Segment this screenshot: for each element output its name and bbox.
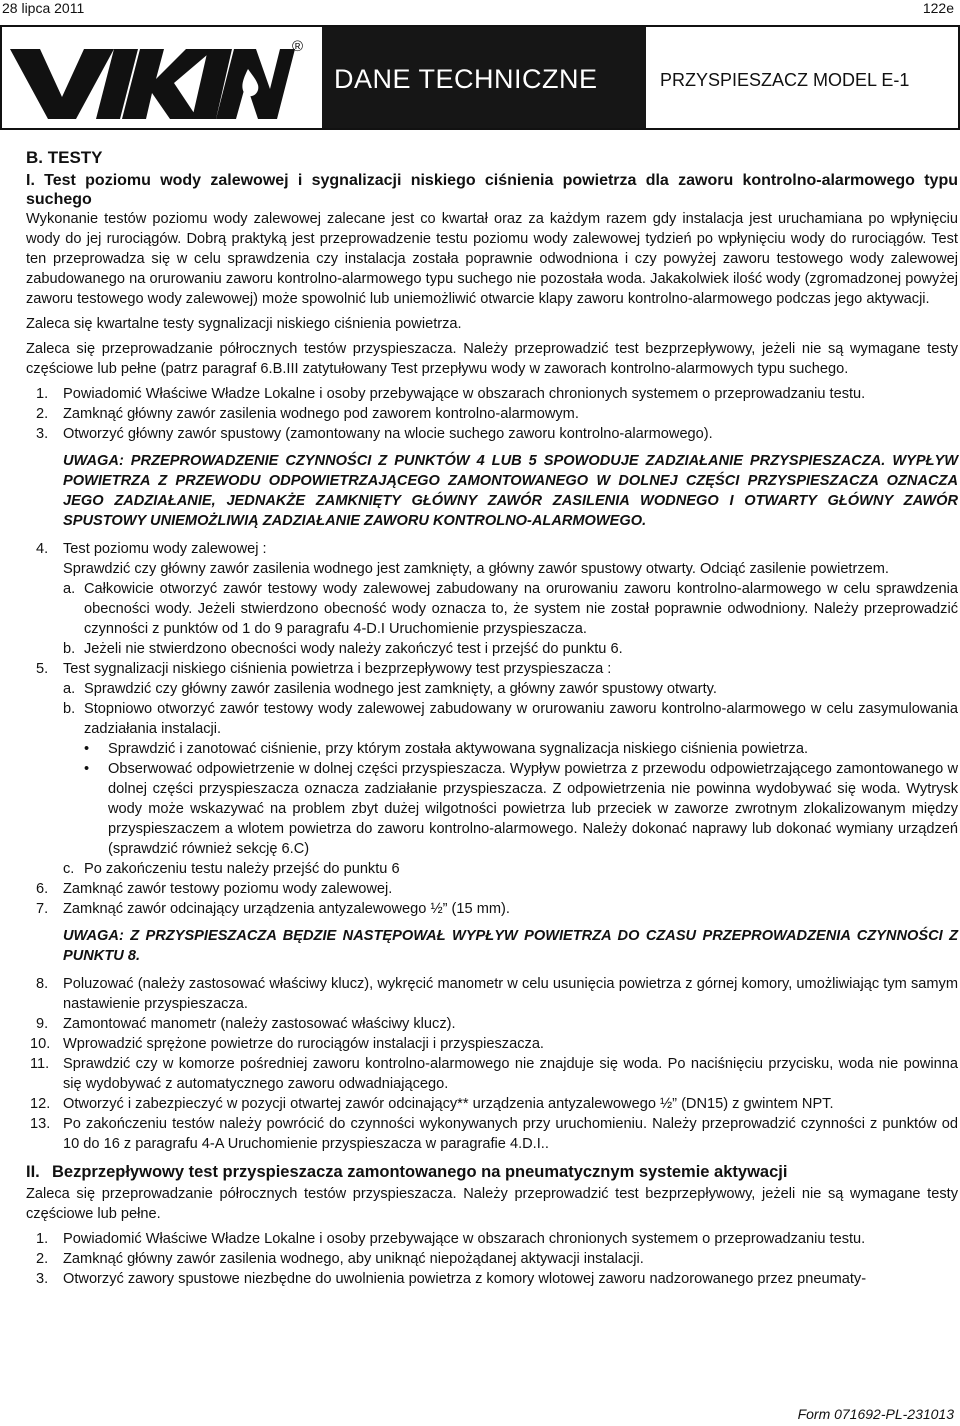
model-title: PRZYSPIESZACZ MODEL E-1: [660, 70, 910, 90]
title-band: [322, 27, 646, 128]
warning-note: UWAGA: Z PRZYSPIESZACZA BĘDZIE NASTĘPOWAŁ WYPŁYW POWIETRZA DO CZASU PRZEPROWADZENIA CZYNNOŚCI Z PUNKTU 8.: [63, 928, 958, 964]
sub-item-text: Całkowicie otworzyć zawór testowy wody zalewowej zabudowany na orurowaniu zaworu kontrolno-alarmowego w celu sprawdzenia obecności wody. Jeżeli stwierdzono obecność wody oznacza to, że system nie został poprawnie odwodniony. Należy przeprowadzić czynności z punktów od 1 do 9 paragrafu 4-D.I Uruchomienie przyspieszacza.: [84, 581, 958, 637]
bullet-text: Sprawdzić i zanotować ciśnienie, przy którym została aktywowana sygnalizacja niskiego ciśnienia powietrza.: [108, 741, 809, 757]
model-band: [646, 27, 958, 128]
bullet-icon: •: [84, 761, 90, 777]
sub-item-text: Jeżeli nie stwierdzono obecności wody należy zakończyć test i przejść do punktu 6.: [84, 641, 623, 657]
item-text: Zamknąć główny zawór zasilenia wodnego, aby uniknąć niepożądanej aktywacji instalacji.: [63, 1251, 644, 1267]
date-text: 28 lipca 2011: [2, 0, 85, 16]
viking-logo: [2, 27, 322, 128]
bullet-item: [26, 759, 958, 859]
item-text: Test sygnalizacji niskiego ciśnienia powietrza i bezprzepływowy test przyspieszacza :: [63, 661, 612, 677]
bullet-icon: •: [84, 741, 90, 757]
section-title: Bezprzepływowy test przyspieszacza zamontowanego na pneumatycznym systemie aktywacji: [52, 1163, 788, 1181]
item-text: Powiadomić Właściwe Władze Lokalne i osoby przebywające w obszarach chronionych systemem o przeprowadzaniu testu.: [63, 386, 866, 402]
page-header: [0, 25, 960, 130]
item-text: Poluzować (należy zastosować właściwy klucz), wykręcić manometr w celu usunięcia powietrza z górnej komory, umożliwiając tym samym nastawienie przyspieszacza.: [63, 976, 958, 1012]
main-content: [26, 147, 958, 1289]
item-number: 11.: [30, 1056, 50, 1072]
list-item: [26, 424, 958, 444]
document-code: 122e: [922, 0, 954, 16]
item-number: 3.: [36, 426, 49, 442]
item-text: Wprowadzić sprężone powietrze do rurociągów instalacji i przyspieszacza.: [63, 1036, 544, 1052]
sub-item-text: Sprawdzić czy główny zawór zasilenia wodnego jest zamknięty, a główny zawór spustowy otwarty.: [84, 681, 717, 697]
paragraph: Zaleca się przeprowadzanie półrocznych testów przyspieszacza. Należy przeprowadzić test bezprzepływowy, jeżeli nie są wymagane testy częściowe lub pełne (patrz paragraf 6.B.III zatytułowany Test przepływu wody w zaworach kontrolno-alarmowych typu suchego.: [26, 341, 958, 377]
paragraph: Wykonanie testów poziomu wody zalewowej zalecane jest co kwartał oraz za każdym razem gdy instalacja jest uruchamiana po wpłynięciu wody do jej rurociągów. Dobrą praktyką jest przeprowadzenie testu poziomu wody zalewowej tydzień po wpłynięciu wody do rurociągów. Test ten przeprowadza się w celu sprawdzenia czy instalacja została poprawnie odwodniona i czy powyżej zaworu testowego wody zalewowej zabudowanego na orurowaniu zaworu kontrolno-alarmowego typu suchego nie pozostała woda. Jakakolwiek ilość wody (zgromadzonej powyżej zaworu testowego wody zalewowej) może spowolnić lub uniemożliwić otwarcie klapy zaworu kontrolno-alarmowego podczas jego aktywacji.: [26, 211, 958, 307]
item-number: 2.: [36, 406, 49, 422]
list-item: [26, 879, 958, 899]
viking-logo-icon: [10, 39, 295, 123]
list-item-continued: Sprawdzić czy główny zawór zasilenia wodnego jest zamknięty, a główny zawór spustowy otwarty. Odciąć zasilenie powietrzem.: [63, 561, 889, 577]
item-number: 5.: [36, 661, 49, 677]
list-item: [26, 659, 958, 679]
list-item: [26, 899, 958, 919]
list-item: [26, 1269, 958, 1289]
item-text: Zamknąć zawór odcinający urządzenia antyzalewowego ½” (15 mm).: [63, 901, 510, 917]
steps-list: [26, 384, 958, 444]
list-item: [26, 1094, 958, 1114]
sub-item-text: Po zakończeniu testu należy przejść do punktu 6: [84, 861, 400, 877]
item-text: Powiadomić Właściwe Władze Lokalne i osoby przebywające w obszarach chronionych systemem o przeprowadzaniu testu.: [63, 1231, 866, 1247]
item-text: Otworzyć i zabezpieczyć w pozycji otwartej zawór odcinający** urządzenia antyzalewowego ½” (DN15) z gwintem NPT.: [63, 1096, 834, 1112]
sub-item-letter: b.: [63, 641, 76, 657]
page-title: DANE TECHNICZNE: [334, 64, 598, 94]
list-item: [26, 1114, 958, 1154]
sub-item-text: Stopniowo otworzyć zawór testowy wody zalewowej zabudowany w orurowaniu zaworu kontrolno-alarmowego w celu zasymulowania zadziałania instalacji.: [84, 701, 958, 737]
bullet-text: Obserwować odpowietrzenie w dolnej części przyspieszacza. Wypływ powietrza z przewodu odpowietrzającego zamontowanego w dolnej części przyspieszacza oznacza zadziałanie przyspieszacza. Z odpowietrzenia nie powinna wydobywać się woda. Wytrysk wody może wskazywać na problem zbyt dużej wilgotności powietrza lub przeciek w zaworze zwrotnym zlokalizowanym między przyspieszaczem a wlotem powietrza do zaworu kontrolno-alarmowego. Należy dokonać naprawy lub dokonać wymiany urządzeń (sprawdzić również sekcję 6.C): [108, 761, 958, 857]
form-number: Form 071692-PL-231013: [797, 1406, 954, 1422]
item-number: 6.: [36, 881, 49, 897]
paragraph: Zaleca się kwartalne testy sygnalizacji niskiego ciśnienia powietrza.: [26, 316, 462, 332]
item-number: 4.: [36, 541, 49, 557]
list-item: [26, 1034, 958, 1054]
item-number: 13.: [30, 1116, 51, 1132]
sub-item: [26, 699, 958, 739]
item-text: Zamontować manometr (należy zastosować właściwy klucz).: [63, 1016, 456, 1032]
list-item: [26, 404, 958, 424]
subsection-2-heading: [26, 1161, 958, 1183]
sub-item: [26, 579, 958, 639]
sub-item: [26, 679, 958, 699]
list-item: [26, 1249, 958, 1269]
item-number: 12.: [30, 1096, 51, 1112]
item-text: Otworzyć główny zawór spustowy (zamontowany na wlocie suchego zaworu kontrolno-alarmowego).: [63, 426, 713, 442]
sub-item-letter: b.: [63, 701, 76, 717]
section-number: II.: [26, 1163, 40, 1181]
sub-item-letter: a.: [63, 581, 76, 597]
item-number: 3.: [36, 1271, 49, 1287]
warning-note: UWAGA: PRZEPROWADZENIE CZYNNOŚCI Z PUNKTÓW 4 LUB 5 SPOWODUJE ZADZIAŁANIE PRZYSPIESZACZA. WYPŁYW POWIETRZA Z PRZEWODU ODPOWIETRZAJĄCEGO ZAMONTOWANEGO W DOLNEJ CZĘŚCI PRZYSPIESZACZA OZNACZA JEGO ZADZIAŁANIE, JEDNAKŻE ZAMKNIĘTY GŁÓWNY ZAWÓR ZASILENIA WODNEGO I OTWARTY GŁÓWNY ZAWÓR SPUSTOWY UNIEMOŻLIWIĄ ZADZIAŁANIE ZAWORU KONTROLNO-ALARMOWEGO.: [63, 453, 958, 529]
list-item: [26, 1229, 958, 1249]
steps-list: [26, 1229, 958, 1289]
list-item: [26, 1054, 958, 1094]
list-item: [26, 974, 958, 1014]
item-number: 1.: [36, 386, 49, 402]
bullet-item: [26, 739, 958, 759]
list-item: [26, 384, 958, 404]
subsection-1-heading: I. Test poziomu wody zalewowej i sygnalizacji niskiego ciśnienia powietrza dla zaworu kontrolno-alarmowego typu suchego: [26, 172, 958, 208]
item-text: Sprawdzić czy w komorze pośredniej zaworu kontrolno-alarmowego nie znajduje się woda. Po naciśnięciu przycisku, woda nie powinna się wydobywać z automatycznego zaworu odwadniającego.: [63, 1056, 958, 1092]
sub-item-letter: c.: [63, 861, 75, 877]
item-text: Po zakończeniu testów należy powrócić do czynności wykonywanych przy uruchomieniu. Należy przeprowadzić czynności z punktów od 10 do 16 z paragrafu 4-A Uruchomienie przyspieszacza w paragrafie 4.D.I..: [63, 1116, 958, 1152]
item-number: 9.: [36, 1016, 49, 1032]
paragraph: Zaleca się przeprowadzanie półrocznych testów przyspieszacza. Należy przeprowadzić test bezprzepływowy, jeżeli nie są wymagane testy częściowe lub pełne.: [26, 1186, 958, 1222]
list-item: [26, 539, 958, 559]
item-number: 1.: [36, 1231, 49, 1247]
item-number: 10.: [30, 1036, 51, 1052]
item-text: Test poziomu wody zalewowej :: [63, 541, 267, 557]
sub-item-letter: a.: [63, 681, 76, 697]
registered-mark: ®: [292, 38, 304, 55]
item-text: Zamknąć główny zawór zasilenia wodnego pod zaworem kontrolno-alarmowym.: [63, 406, 579, 422]
item-number: 2.: [36, 1251, 49, 1267]
item-text: Otworzyć zawory spustowe niezbędne do uwolnienia powietrza z komory wlotowej zaworu nadzorowanego przez pneumaty-: [63, 1271, 867, 1287]
item-number: 8.: [36, 976, 49, 992]
item-text: Zamknąć zawór testowy poziomu wody zalewowej.: [63, 881, 393, 897]
sub-item: [26, 859, 958, 879]
item-number: 7.: [36, 901, 49, 917]
list-item: [26, 1014, 958, 1034]
section-heading: B. TESTY: [26, 148, 103, 167]
sub-item: [26, 639, 958, 659]
top-line: [0, 0, 960, 20]
